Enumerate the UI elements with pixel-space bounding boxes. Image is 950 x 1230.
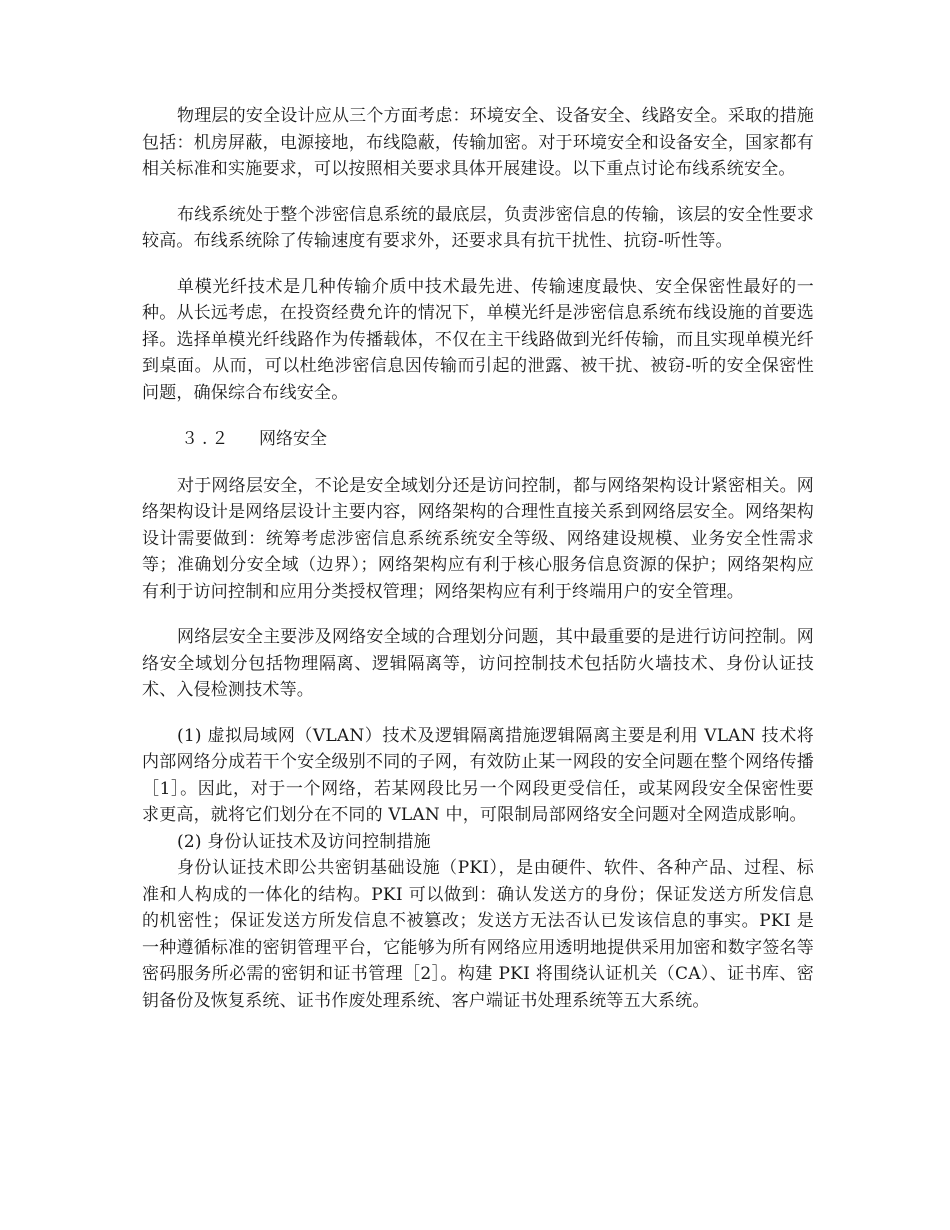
- list-item-vlan: (1) 虚拟局域网（VLAN）技术及逻辑隔离措施逻辑隔离主要是利用 VLAN 技术将内部网络分成若干个安全级别不同的子网，有效防止某一网段的安全问题在整个网络传播［1］。因此，对于一个网络，若某网段比另一个网段更受信任，或某网段安全保密性要求更高，就将它们划分在不同的 VLAN 中，可限制局部网络安全问题对全网造成影响。: [142, 725, 814, 825]
- paragraph-single-mode-fiber: 单模光纤技术是几种传输介质中技术最先进、传输速度最快、安全保密性最好的一种。从长远考虑，在投资经费允许的情况下，单模光纤是涉密信息系统布线设施的首要选择。选择单模光纤线路作为传播载体，不仅在主干线路做到光纤传输，而且实现单模光纤到桌面。从而，可以杜绝涉密信息因传输而引起的泄露、被干扰、被窃-听的安全保密性问题，确保综合布线安全。: [142, 276, 814, 403]
- list-item-identity-auth-heading: (2) 身份认证技术及访问控制措施: [177, 831, 431, 852]
- paragraph-network-architecture: 对于网络层安全，不论是安全域划分还是访问控制，都与网络架构设计紧密相关。网络架构设计是网络层设计主要内容，网络架构的合理性直接关系到网络层安全。网络架构设计需要做到：统筹考虑涉密信息系统系统安全等级、网络建设规模、业务安全性需求等；准确划分安全域（边界）；网络架构应有利于核心服务信息资源的保护；网络架构应有利于访问控制和应用分类授权管理；网络架构应有利于终端用户的安全管理。: [142, 475, 814, 602]
- section-number: ３.２: [181, 429, 233, 449]
- section-title: 网络安全: [259, 429, 327, 449]
- paragraph-cabling-system: 布线系统处于整个涉密信息系统的最底层，负责涉密信息的传输，该层的安全性要求较高。布线系统除了传输速度有要求外，还要求具有抗干扰性、抗窃-听性等。: [142, 204, 814, 251]
- paragraph-physical-layer: 物理层的安全设计应从三个方面考虑：环境安全、设备安全、线路安全。采取的措施包括：机房屏蔽，电源接地，布线隐蔽，传输加密。对于环境安全和设备安全，国家都有相关标准和实施要求，可以按照相关要求具体开展建设。以下重点讨论布线系统安全。: [142, 106, 814, 179]
- paragraph-network-layer-security: 网络层安全主要涉及网络安全域的合理划分问题，其中最重要的是进行访问控制。网络安全域划分包括物理隔离、逻辑隔离等，访问控制技术包括防火墙技术、身份认证技术、入侵检测技术等。: [142, 627, 814, 700]
- document-body: [142, 103, 814, 1014]
- paragraph-pki: 身份认证技术即公共密钥基础设施（PKI），是由硬件、软件、各种产品、过程、标准和人构成的一体化的结构。PKI 可以做到：确认发送方的身份；保证发送方所发信息的机密性；保证发送方所发信息不被篡改；发送方无法否认已发该信息的事实。PKI 是一种遵循标准的密钥管理平台，它能够为所有网络应用透明地提供采用加密和数字签名等密码服务所必需的密钥和证书管理［2］。构建 PKI 将围绕认证机关（CA）、证书库、密钥备份及恢复系统、证书作废处理系统、客户端证书处理系统等五大系统。: [142, 858, 814, 1011]
- section-heading: [142, 426, 814, 453]
